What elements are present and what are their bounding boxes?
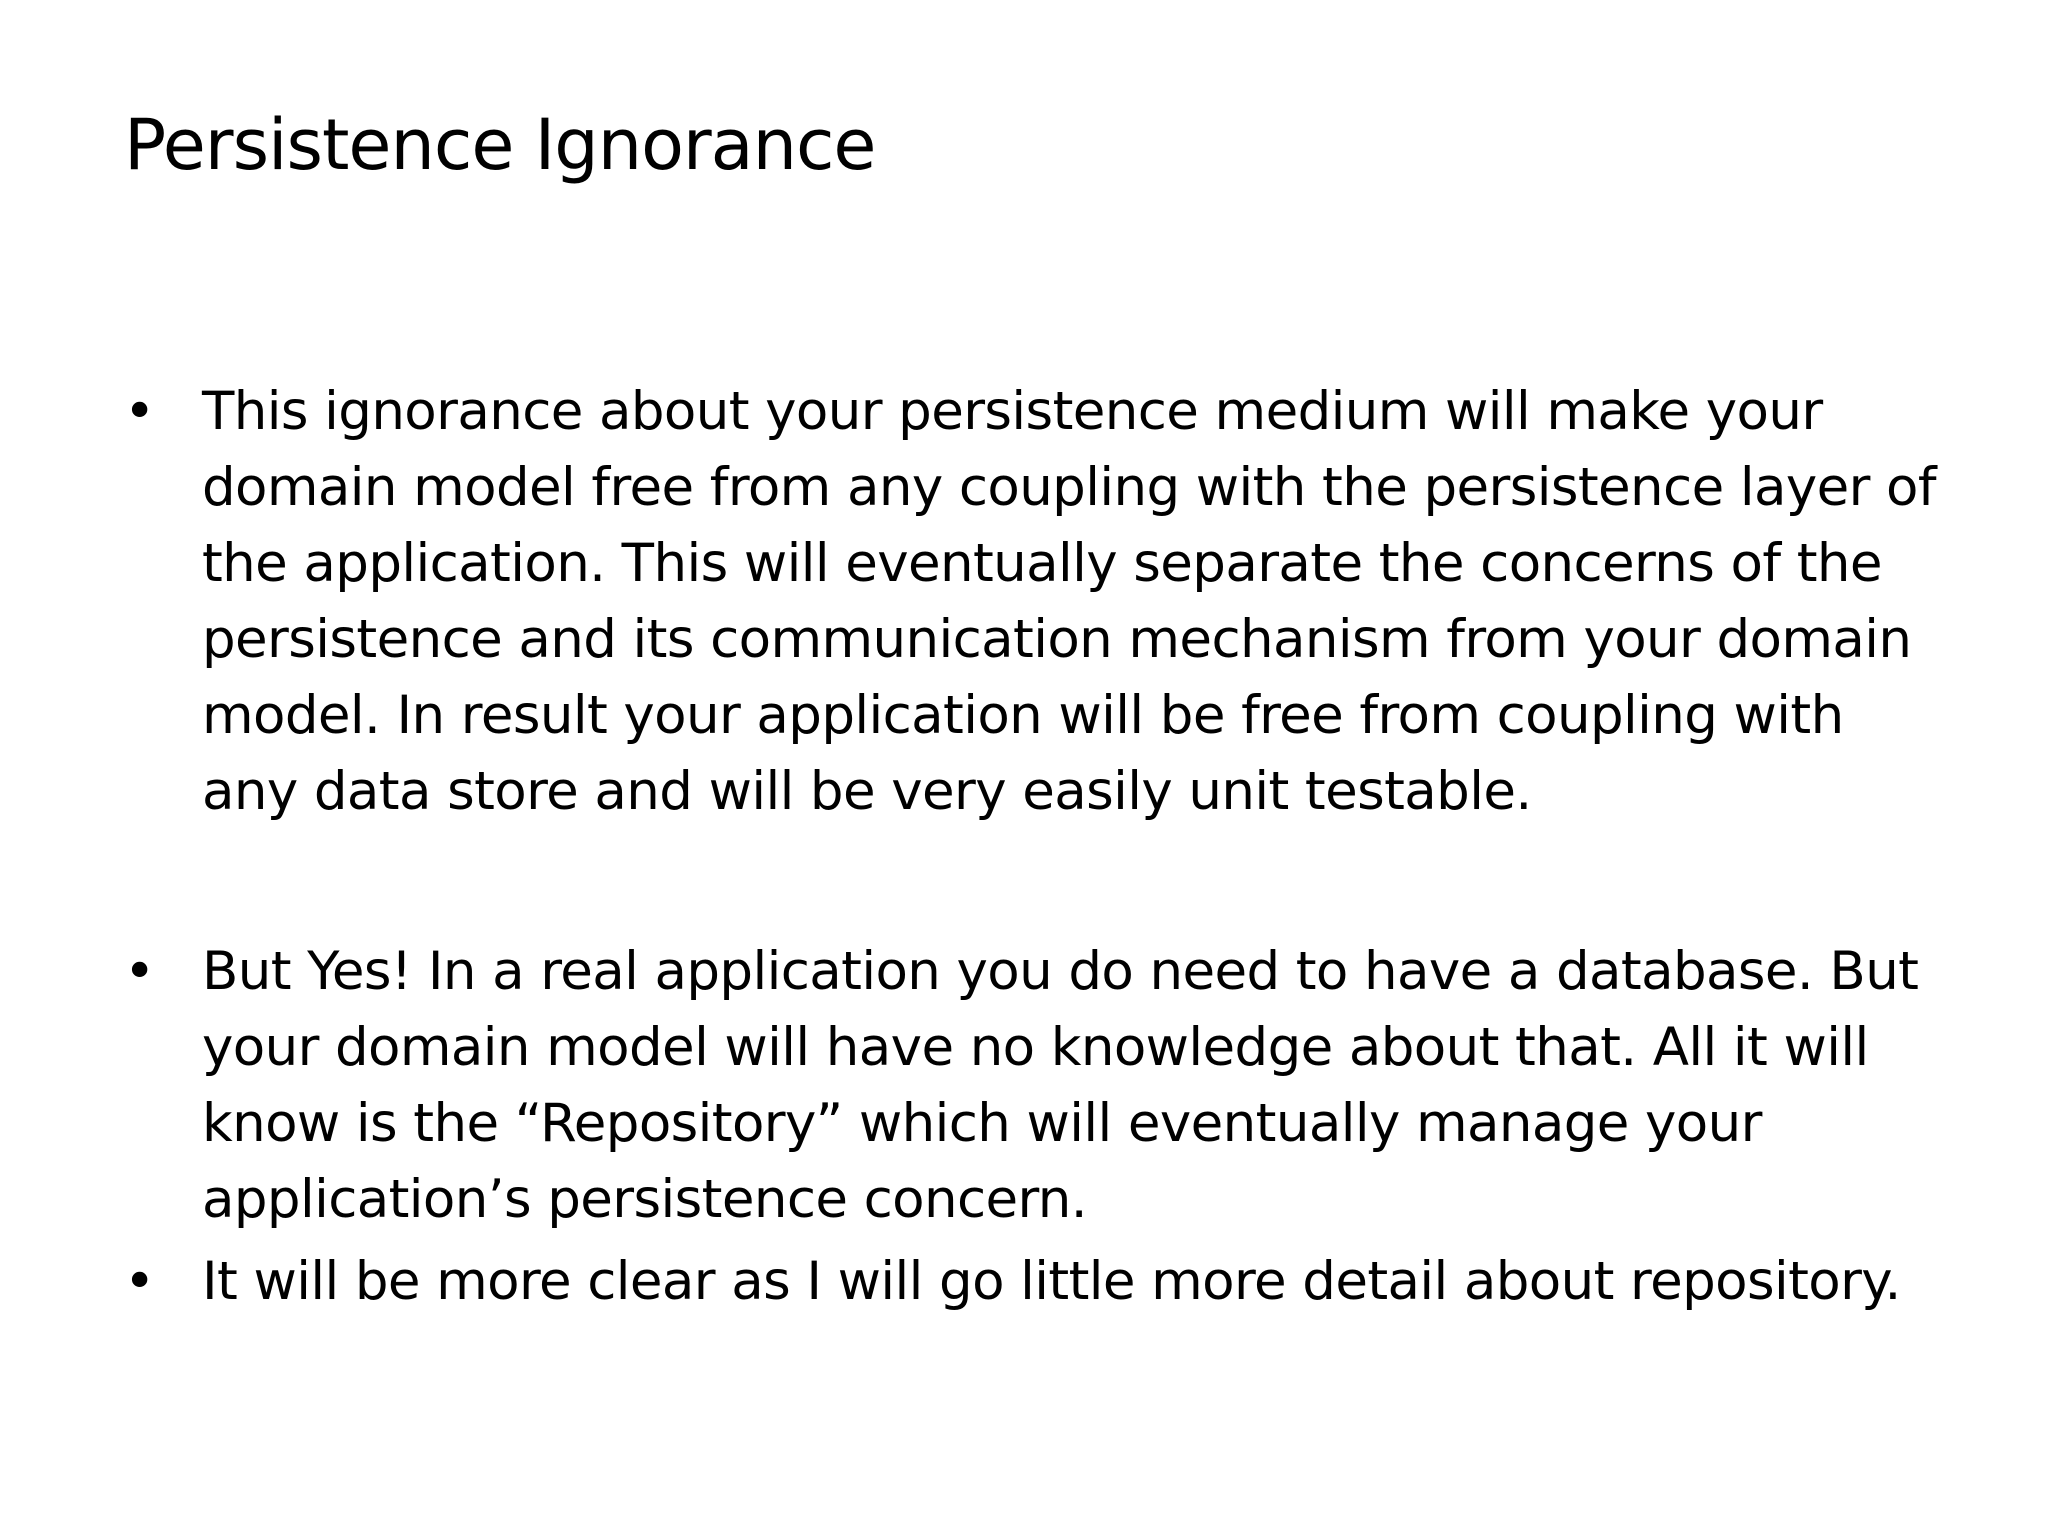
bullet-dot-icon: •: [124, 1251, 155, 1312]
bullet-dot-icon: •: [124, 381, 155, 442]
bullet-text: It will be more clear as I will go little more detail about repository.: [202, 1251, 1901, 1312]
bullet-list: [124, 374, 1954, 1320]
bullet-item: [124, 934, 1954, 1238]
bullet-text: This ignorance about your persistence medium will make your domain model free from any coupling with the persistence layer of the application. This will eventually separate the concerns of the persistence and its communication mechanism from your domain model. In result your application will be free from coupling with any data store and will be very easily unit testable.: [202, 381, 1936, 822]
bullet-text: But Yes! In a real application you do need to have a database. But your domain model will have no knowledge about that. All it will know is the “Repository” which will eventually manage your application’s persistence concern.: [202, 941, 1919, 1230]
bullet-item: [124, 1244, 1954, 1320]
bullet-dot-icon: •: [124, 941, 155, 1002]
slide-title: Persistence Ignorance: [124, 104, 876, 186]
bullet-item: [124, 374, 1954, 830]
